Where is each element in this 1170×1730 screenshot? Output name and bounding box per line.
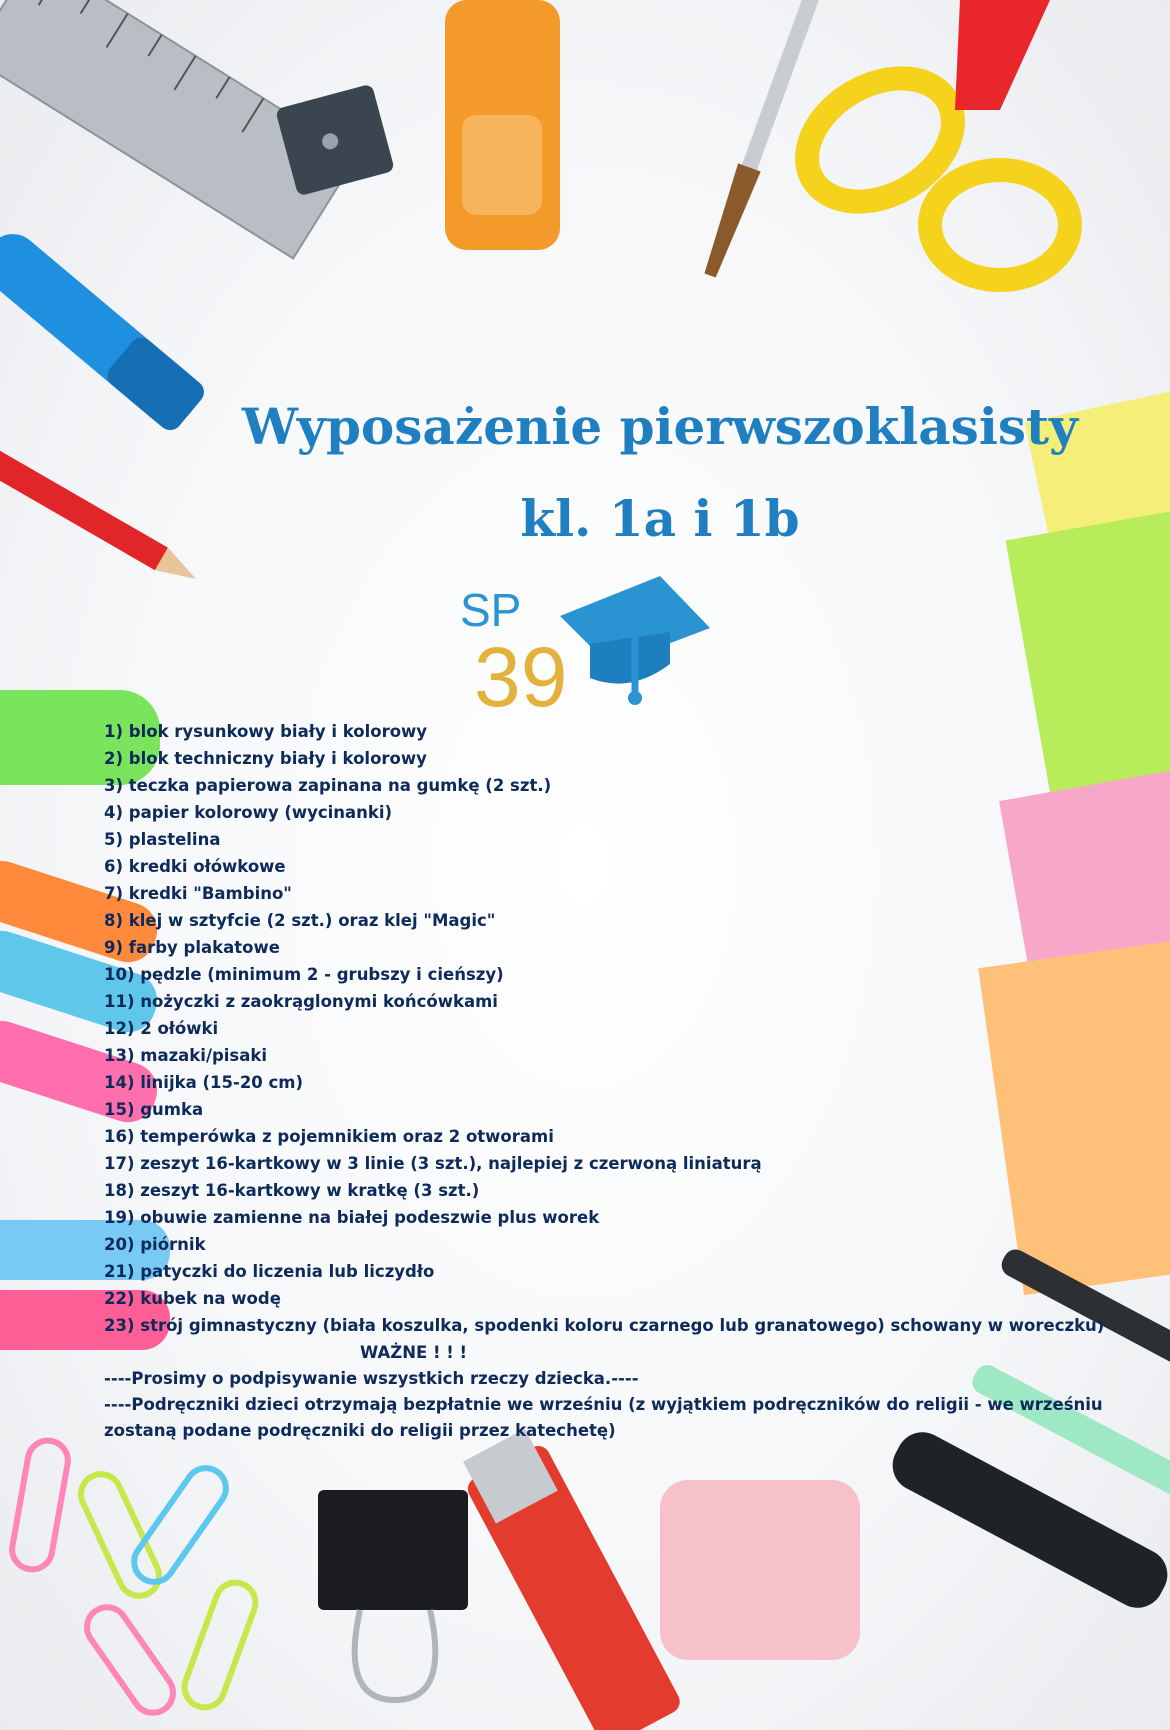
list-item: 16) temperówka z pojemnikiem oraz 2 otworami [104,1127,554,1146]
scissors-icon [785,0,1070,280]
list-item: 11) nożyczki z zaokrąglonymi końcówkami [104,992,498,1011]
list-item: 7) kredki "Bambino" [104,884,292,903]
list-item: 18) zeszyt 16-kartkowy w kratkę (3 szt.) [104,1181,480,1200]
graduation-cap-icon [560,576,710,705]
box-cutter-icon [454,1424,684,1730]
list-item: 23) strój gimnastyczny (biała koszulka, spodenki koloru czarnego lub granatowego) schowany w woreczku) [104,1316,1105,1335]
list-item: 12) 2 ołówki [104,1019,219,1038]
list-item: 2) blok techniczny biały i kolorowy [104,749,427,768]
blue-marker-icon [0,223,209,435]
pencil-case-icon [660,1480,860,1660]
binder-clip-icon [318,1490,468,1700]
red-pencil-icon [0,433,203,591]
list-item: 21) patyczki do liczenia lub liczydło [104,1262,435,1281]
page-title: Wyposażenie pierwszoklasisty [241,396,1079,456]
list-item: 19) obuwie zamienne na białej podeszwie plus worek [104,1208,600,1227]
list-item: 4) papier kolorowy (wycinanki) [104,803,393,822]
list-item: 13) mazaki/pisaki [104,1046,268,1065]
stapler-icon [445,0,560,250]
paper-clips-icon [9,1438,261,1721]
list-item: 3) teczka papierowa zapinana na gumkę (2 szt.) [104,776,552,795]
list-item: 1) blok rysunkowy biały i kolorowy [104,722,428,741]
list-item: 10) pędzle (minimum 2 - grubszy i cieńszy) [104,965,504,984]
list-item: 22) kubek na wodę [104,1289,281,1308]
list-item: 5) plastelina [104,830,221,849]
list-item: 14) linijka (15-20 cm) [104,1073,304,1092]
list-item: 8) klej w sztyfcie (2 szt.) oraz klej "Magic" [104,911,496,930]
list-item: 20) piórnik [104,1235,206,1254]
sp39-logo [460,566,720,736]
note-textbooks: ----Podręczniki dzieci otrzymają bezpłatnie we wrześniu (z wyjątkiem podręczników do religii - we wrześniu zostaną podane podręczniki do religii przez katechetę) [104,1395,1103,1440]
note-label-items: ----Prosimy o podpisywanie wszystkich rzeczy dziecka.---- [104,1369,639,1388]
list-item: 15) gumka [104,1100,204,1119]
logo-sp-text: SP [460,584,522,636]
list-item: 6) kredki ołówkowe [104,857,286,876]
list-item: 9) farby plakatowe [104,938,280,957]
page-subtitle: kl. 1a i 1b [520,488,800,548]
supplies-list [104,718,1114,1339]
list-item: 17) zeszyt 16-kartkowy w 3 linie (3 szt.), najlepiej z czerwoną liniaturą [104,1154,762,1173]
logo-number-text: 39 [474,630,568,724]
important-heading: WAŻNE ! ! ! [360,1343,468,1362]
